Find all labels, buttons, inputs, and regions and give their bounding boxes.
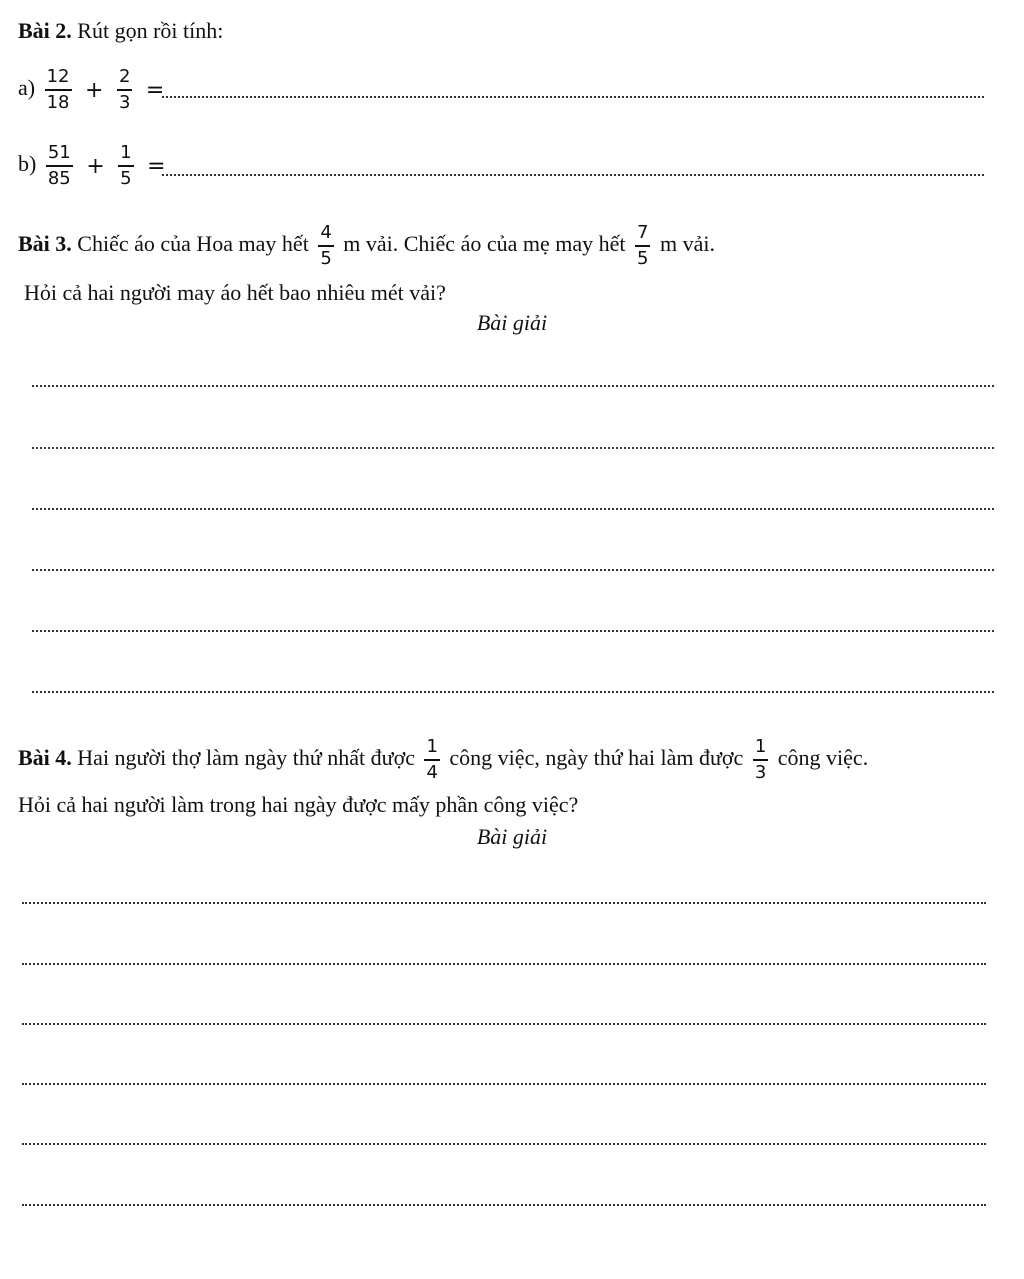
numerator: 12 [45, 66, 72, 91]
bai3-text3: m vải. [659, 231, 715, 257]
bai4-question: Hỏi cả hai người làm trong hai ngày được mấy phần công việc? [18, 792, 579, 817]
bai3-text2: m vải. Chiếc áo của mẹ may hết [343, 231, 626, 257]
solution-line[interactable] [22, 1083, 986, 1085]
numerator: 1 [753, 736, 768, 761]
bai3-problem [18, 222, 715, 270]
equals-sign: = [147, 153, 166, 179]
plus-sign: + [86, 153, 105, 179]
solution-line[interactable] [22, 1143, 986, 1145]
numerator: 1 [118, 142, 133, 167]
solution-line[interactable] [22, 1023, 986, 1025]
denominator: 18 [46, 92, 70, 113]
numerator: 1 [424, 736, 439, 761]
solution-line[interactable] [22, 1204, 986, 1206]
bai4-text2: công việc, ngày thứ hai làm được [449, 745, 744, 771]
fraction-12-18 [45, 66, 72, 114]
fraction-7-5 [635, 222, 650, 270]
fraction-51-85 [46, 142, 73, 190]
fraction-1-4 [424, 736, 439, 784]
bai3-question: Hỏi cả hai người may áo hết bao nhiêu mét vải? [24, 280, 446, 305]
denominator: 5 [120, 168, 132, 189]
bai3-text1: Chiếc áo của Hoa may hết [77, 231, 309, 257]
solution-line[interactable] [32, 447, 994, 449]
bai4-heading: Bài 4. [18, 745, 72, 771]
bai2-text: Rút gọn rồi tính: [77, 18, 224, 43]
fraction-1-5 [118, 142, 133, 190]
plus-sign: + [85, 77, 104, 103]
bai2-part-a [18, 66, 168, 114]
solution-line[interactable] [32, 691, 994, 693]
numerator: 7 [635, 222, 650, 247]
numerator: 51 [46, 142, 73, 167]
bai4-text1: Hai người thợ làm ngày thứ nhất được [77, 745, 415, 771]
numerator: 4 [318, 222, 333, 247]
fraction-2-3 [117, 66, 132, 114]
answer-line-a[interactable] [162, 96, 984, 98]
numerator: 2 [117, 66, 132, 91]
bai4-solution-label: Bài giải [476, 824, 548, 849]
bai2-title [18, 18, 223, 44]
fraction-1-3 [753, 736, 768, 784]
bai3-solution-label: Bài giải [476, 310, 548, 335]
part-a-label: a) [18, 75, 36, 101]
bai3-heading: Bài 3. [18, 231, 72, 257]
bai4-problem [18, 736, 868, 784]
bai2-heading: Bài 2. [18, 18, 72, 43]
solution-line[interactable] [32, 508, 994, 510]
solution-line[interactable] [22, 963, 986, 965]
part-b-label: b) [18, 151, 37, 177]
solution-line[interactable] [32, 385, 994, 387]
equals-sign: = [145, 77, 165, 103]
denominator: 85 [47, 168, 71, 189]
denominator: 5 [637, 248, 649, 269]
denominator: 4 [426, 762, 438, 783]
bai2-part-b [18, 142, 170, 190]
fraction-4-5 [318, 222, 333, 270]
solution-line[interactable] [22, 902, 986, 904]
answer-line-b[interactable] [162, 174, 984, 176]
denominator: 5 [320, 248, 332, 269]
denominator: 3 [118, 92, 131, 113]
denominator: 3 [754, 762, 767, 783]
solution-line[interactable] [32, 569, 994, 571]
bai4-text3: công việc. [777, 745, 869, 771]
solution-line[interactable] [32, 630, 994, 632]
